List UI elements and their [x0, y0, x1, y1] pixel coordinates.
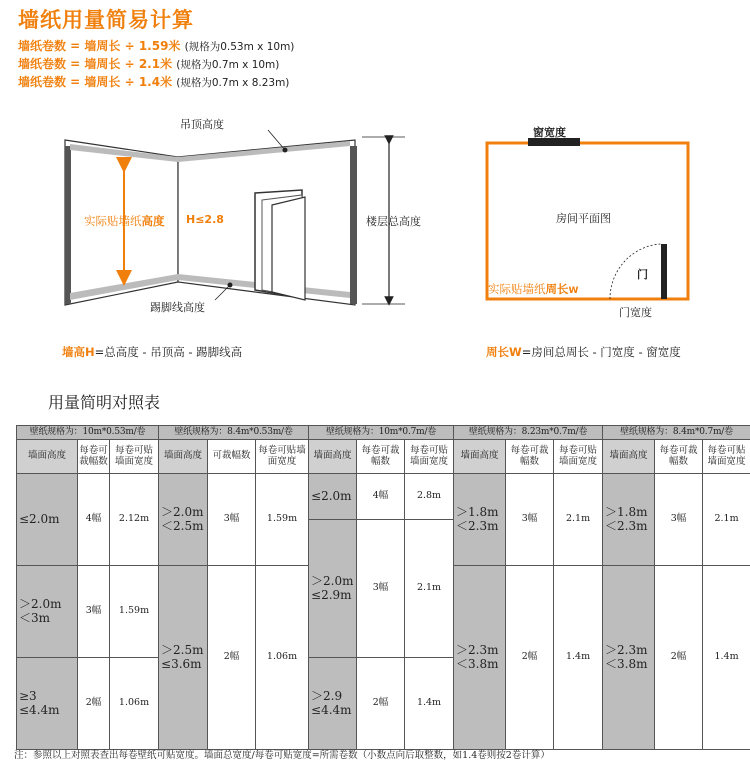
actual-height-label — [84, 213, 165, 229]
room-plan-label: 房间平面图 — [556, 212, 611, 225]
spec-cell: 壁纸规格为：8.23m*0.7m/卷 — [454, 426, 603, 440]
usage-table — [16, 425, 750, 750]
g2-height: ＞2.5m ≤3.6m — [159, 566, 208, 750]
g1-count: 4幅 — [78, 474, 110, 566]
spec-cell: 壁纸规格为：10m*0.53m/卷 — [17, 426, 159, 440]
spec-cell: 壁纸规格为：8.4m*0.53m/卷 — [159, 426, 309, 440]
g1-height: ＞2.0m ＜3m — [17, 566, 78, 658]
g4-width: 1.4m — [554, 566, 603, 750]
g1-count: 2幅 — [78, 658, 110, 750]
formula-1-spec: (规格为0.53m x 10m) — [184, 41, 295, 53]
perimeter-caption-key: 周长W — [486, 345, 522, 359]
table-row — [17, 474, 750, 520]
g2-count: 3幅 — [208, 474, 256, 566]
door-panel — [272, 197, 305, 300]
header-cell: 每卷可贴墙面宽度 — [405, 440, 454, 474]
header-cell: 墙面高度 — [454, 440, 506, 474]
g4-width: 2.1m — [554, 474, 603, 566]
perimeter-caption — [486, 344, 681, 360]
g1-height: ≤2.0m — [17, 474, 78, 566]
g3-count: 2幅 — [357, 658, 405, 750]
g1-count: 3幅 — [78, 566, 110, 658]
perimeter-bold: 周长 — [545, 282, 569, 296]
page-title: 墙纸用量简易计算 — [18, 8, 194, 32]
header-row — [17, 440, 750, 474]
header-cell: 每卷可贴墙面宽度 — [256, 440, 309, 474]
header-cell: 墙面高度 — [17, 440, 78, 474]
g1-height: ≥3 ≤4.4m — [17, 658, 78, 750]
right-wall-edge — [350, 146, 357, 304]
actual-height-bold: 高度 — [141, 214, 165, 228]
header-cell: 每卷可裁幅数 — [78, 440, 110, 474]
g1-width: 1.06m — [110, 658, 159, 750]
g3-width: 1.4m — [405, 658, 454, 750]
table-title: 用量简明对照表 — [48, 393, 161, 412]
wall-height-caption — [62, 344, 242, 360]
header-cell: 每卷可贴墙面宽度 — [110, 440, 159, 474]
formula-3-text: 墙纸卷数 = 墙周长 ÷ 1.4米 — [18, 75, 173, 89]
left-wall-edge — [65, 146, 71, 304]
perimeter-prefix: 实际贴墙纸 — [488, 282, 546, 296]
g4-count: 3幅 — [506, 474, 554, 566]
perimeter-label — [488, 281, 578, 297]
ceiling-height-label: 吊顶高度 — [180, 118, 224, 131]
perimeter-mark: W — [568, 286, 579, 296]
g2-count: 2幅 — [208, 566, 256, 750]
perimeter-caption-rest: =房间总周长 - 门宽度 - 窗宽度 — [521, 345, 681, 359]
header-cell: 墙面高度 — [603, 440, 655, 474]
g5-height: ＞2.3m ＜3.8m — [603, 566, 655, 750]
height-formula-label: H≤2.8 — [186, 213, 224, 226]
g2-width: 1.06m — [256, 566, 309, 750]
wall-height-caption-rest: =总高度 - 吊顶高 - 踢脚线高 — [94, 345, 243, 359]
g3-height: ≤2.0m — [309, 474, 357, 520]
g4-height: ＞1.8m ＜2.3m — [454, 474, 506, 566]
g3-width: 2.1m — [405, 520, 454, 658]
table-note: 注：参照以上对照表查出每卷壁纸可贴宽度。墙面总宽度/每卷可贴宽度=所需卷数（小数点向后取整数，如1.4卷则按2卷计算） — [14, 750, 550, 761]
actual-height-prefix: 实际贴墙纸 — [84, 214, 142, 228]
header-cell: 可裁幅数 — [208, 440, 256, 474]
g5-width: 1.4m — [703, 566, 750, 750]
header-cell: 墙面高度 — [159, 440, 208, 474]
formula-3-spec: (规格为0.7m x 8.23m) — [176, 77, 290, 89]
formula-1-text: 墙纸卷数 = 墙周长 ÷ 1.59米 — [18, 39, 181, 53]
spec-cell: 壁纸规格为：10m*0.7m/卷 — [309, 426, 454, 440]
g1-width: 1.59m — [110, 566, 159, 658]
g5-width: 2.1m — [703, 474, 750, 566]
room-diagram — [0, 0, 750, 380]
header-cell: 每卷可裁幅数 — [506, 440, 554, 474]
floor-total-height-label: 楼层总高度 — [366, 215, 421, 228]
g3-height: ＞2.9 ≤4.4m — [309, 658, 357, 750]
g4-count: 2幅 — [506, 566, 554, 750]
door-width-label: 门宽度 — [619, 306, 652, 319]
g3-count: 4幅 — [357, 474, 405, 520]
skirting-height-label: 踢脚线高度 — [150, 301, 205, 314]
g2-height: ＞2.0m ＜2.5m — [159, 474, 208, 566]
wall-height-caption-key: 墙高H — [62, 345, 95, 359]
window-width-label: 窗宽度 — [533, 126, 566, 139]
g4-height: ＞2.3m ＜3.8m — [454, 566, 506, 750]
g5-count: 2幅 — [655, 566, 703, 750]
header-cell: 每卷可贴墙面宽度 — [703, 440, 750, 474]
spec-cell: 壁纸规格为：8.4m*0.7m/卷 — [603, 426, 750, 440]
g3-count: 3幅 — [357, 520, 405, 658]
spec-row — [17, 426, 750, 440]
g5-count: 3幅 — [655, 474, 703, 566]
header-cell: 每卷可贴墙面宽度 — [554, 440, 603, 474]
formula-2-text: 墙纸卷数 = 墙周长 ÷ 2.1米 — [18, 57, 173, 71]
plan-door-leaf — [661, 244, 667, 299]
g2-width: 1.59m — [256, 474, 309, 566]
header-cell: 墙面高度 — [309, 440, 357, 474]
g5-height: ＞1.8m ＜2.3m — [603, 474, 655, 566]
g3-width: 2.8m — [405, 474, 454, 520]
formula-2-spec: (规格为0.7m x 10m) — [176, 59, 280, 71]
door-label: 门 — [637, 268, 648, 281]
g3-height: ＞2.0m ≤2.9m — [309, 520, 357, 658]
header-cell: 每卷可裁幅数 — [357, 440, 405, 474]
header-cell: 每卷可裁幅数 — [655, 440, 703, 474]
g1-width: 2.12m — [110, 474, 159, 566]
